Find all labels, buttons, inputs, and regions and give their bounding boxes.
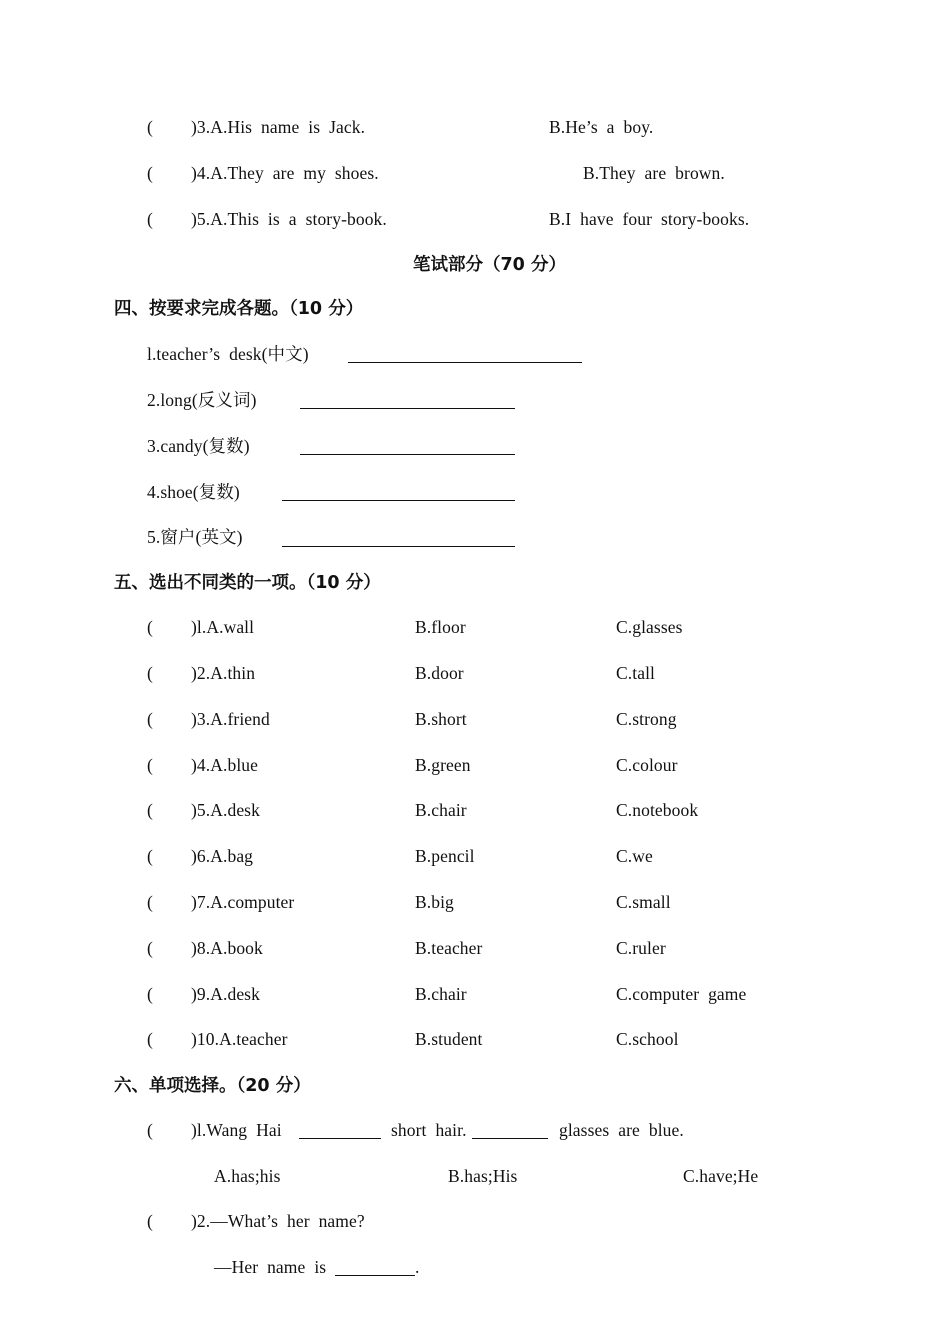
section-4-title: 四、按要求完成各题。（10 分） xyxy=(114,299,364,319)
option-b: B.They are brown. xyxy=(583,163,725,183)
option-c: C.school xyxy=(616,1029,679,1049)
question-line-2-end: . xyxy=(415,1257,420,1277)
option-c: C.strong xyxy=(616,709,677,729)
answer-paren: ( xyxy=(147,709,153,729)
option-b: B.big xyxy=(415,892,454,912)
s4-item-4: 4.shoe(复数) xyxy=(147,482,240,502)
option-c: C.we xyxy=(616,846,653,866)
s4-item-2: 2.long(反义词) xyxy=(147,390,257,410)
option-a: )8.A.book xyxy=(191,938,263,958)
answer-paren: ( xyxy=(147,755,153,775)
answer-paren: ( xyxy=(147,892,153,912)
s4-item-3: 3.candy(复数) xyxy=(147,436,250,456)
choice-b: B.has;His xyxy=(448,1166,518,1186)
option-b: B.He’s a boy. xyxy=(549,117,654,137)
option-a: )10.A.teacher xyxy=(191,1029,288,1049)
question-line-2: —Her name is xyxy=(214,1257,327,1277)
option-a: )5.A.This is a story-book. xyxy=(191,209,387,229)
option-a: )4.A.blue xyxy=(191,755,258,775)
option-c: C.small xyxy=(616,892,671,912)
s4-answer-line-2[interactable] xyxy=(300,408,515,409)
option-b: B.teacher xyxy=(415,938,483,958)
s4-answer-line-4[interactable] xyxy=(282,500,515,501)
question-stem-start: )l.Wang Hai xyxy=(191,1120,282,1140)
option-b: B.chair xyxy=(415,800,467,820)
option-b: B.door xyxy=(415,663,464,683)
answer-paren: ( xyxy=(147,209,153,229)
answer-paren: ( xyxy=(147,117,153,137)
answer-paren: ( xyxy=(147,800,153,820)
s4-item-5: 5.窗户(英文) xyxy=(147,527,243,547)
question-line-1: )2.—What’s her name? xyxy=(191,1211,365,1231)
answer-paren: ( xyxy=(147,1029,153,1049)
s4-answer-line-1[interactable] xyxy=(348,362,582,363)
option-a: )9.A.desk xyxy=(191,984,260,1004)
option-b: B.green xyxy=(415,755,471,775)
option-c: C.ruler xyxy=(616,938,666,958)
answer-paren: ( xyxy=(147,984,153,1004)
option-a: )6.A.bag xyxy=(191,846,254,866)
answer-paren: ( xyxy=(147,163,153,183)
option-a: )5.A.desk xyxy=(191,800,260,820)
option-b: B.I have four story-books. xyxy=(549,209,750,229)
option-c: C.colour xyxy=(616,755,678,775)
s4-item-1: l.teacher’s desk(中文) xyxy=(147,344,309,364)
s4-answer-line-3[interactable] xyxy=(300,454,515,455)
fill-blank-1[interactable] xyxy=(299,1138,381,1139)
answer-paren: ( xyxy=(147,663,153,683)
s4-answer-line-5[interactable] xyxy=(282,546,515,547)
option-b: B.floor xyxy=(415,617,466,637)
option-a: )l.A.wall xyxy=(191,617,255,637)
answer-paren: ( xyxy=(147,938,153,958)
answer-paren: ( xyxy=(147,617,153,637)
option-b: B.short xyxy=(415,709,467,729)
choice-c: C.have;He xyxy=(683,1166,759,1186)
fill-blank[interactable] xyxy=(335,1275,415,1276)
option-a: )4.A.They are my shoes. xyxy=(191,163,379,183)
option-c: C.computer game xyxy=(616,984,747,1004)
option-c: C.glasses xyxy=(616,617,683,637)
section-5-title: 五、选出不同类的一项。（10 分） xyxy=(114,573,381,593)
option-b: B.pencil xyxy=(415,846,475,866)
question-stem-end: glasses are blue. xyxy=(559,1120,684,1140)
choice-a: A.has;his xyxy=(214,1166,281,1186)
answer-paren: ( xyxy=(147,1211,153,1231)
written-part-title: 笔试部分（70 分） xyxy=(413,255,566,275)
option-a: )7.A.computer xyxy=(191,892,295,912)
question-stem-middle: short hair. xyxy=(391,1120,467,1140)
answer-paren: ( xyxy=(147,1120,153,1140)
option-a: )3.A.His name is Jack. xyxy=(191,117,366,137)
fill-blank-2[interactable] xyxy=(472,1138,548,1139)
option-b: B.chair xyxy=(415,984,467,1004)
answer-paren: ( xyxy=(147,846,153,866)
section-6-title: 六、单项选择。（20 分） xyxy=(114,1076,311,1096)
option-a: )2.A.thin xyxy=(191,663,256,683)
option-b: B.student xyxy=(415,1029,483,1049)
option-c: C.tall xyxy=(616,663,656,683)
option-a: )3.A.friend xyxy=(191,709,270,729)
option-c: C.notebook xyxy=(616,800,699,820)
